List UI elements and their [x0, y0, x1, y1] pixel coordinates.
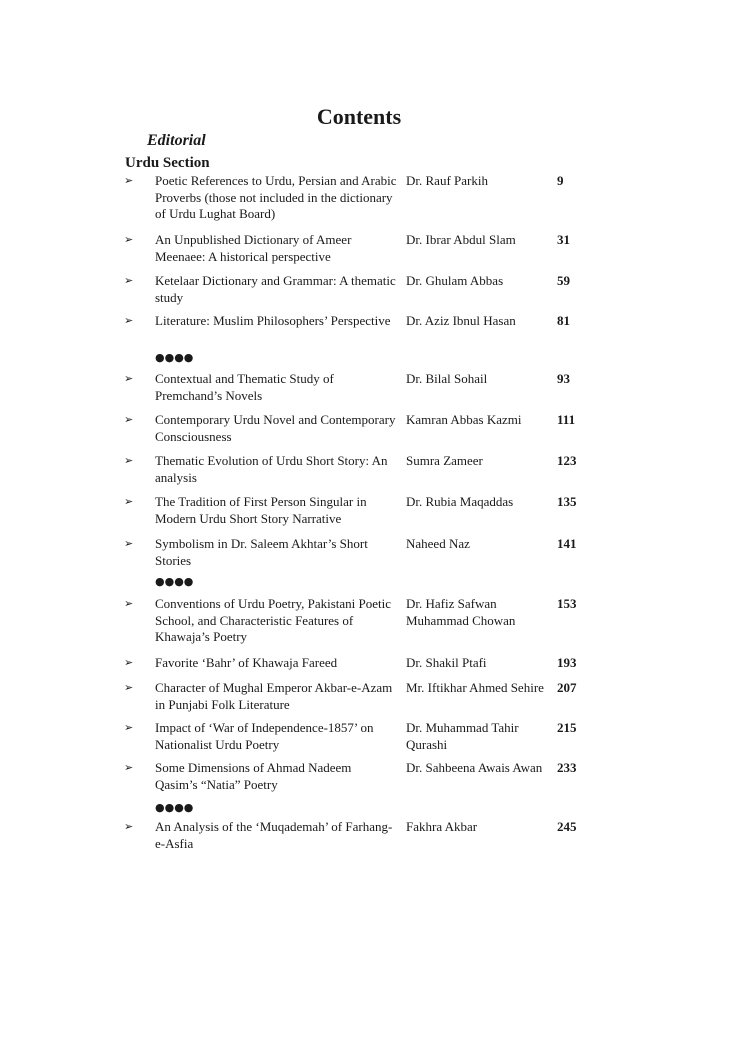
- entry-author: Kamran Abbas Kazmi: [406, 412, 522, 427]
- entry-title: Poetic References to Urdu, Persian and Arabic Proverbs (those not included in the dictionary of Urdu Lughat Board): [155, 173, 397, 221]
- entry-page: 9: [557, 173, 564, 188]
- entry-page: 215: [557, 720, 577, 735]
- entry-page: 193: [557, 655, 577, 670]
- entry-title: Ketelaar Dictionary and Grammar: A thematic study: [155, 273, 396, 305]
- entry-title: Some Dimensions of Ahmad Nadeem Qasim’s “Natia” Poetry: [155, 760, 352, 792]
- arrow-bullet-icon: ➢: [124, 656, 134, 669]
- entry-author: Dr. Muhammad Tahir Qurashi: [406, 720, 519, 752]
- arrow-bullet-icon: ➢: [124, 314, 134, 327]
- entry-author: Dr. Ibrar Abdul Slam: [406, 232, 516, 247]
- entry-author: Naheed Naz: [406, 536, 470, 551]
- entry-author: Mr. Iftikhar Ahmed Sehire: [406, 680, 544, 695]
- entry-author: Dr. Bilal Sohail: [406, 371, 488, 386]
- arrow-bullet-icon: ➢: [124, 597, 134, 610]
- entry-author: Dr. Rauf Parkih: [406, 173, 488, 188]
- entry-page: 31: [557, 232, 570, 247]
- arrow-bullet-icon: ➢: [124, 495, 134, 508]
- entry-page: 123: [557, 453, 577, 468]
- arrow-bullet-icon: ➢: [124, 413, 134, 426]
- entry-title: Conventions of Urdu Poetry, Pakistani Poetic School, and Characteristic Features of Khawaja’s Poetry: [155, 596, 392, 644]
- arrow-bullet-icon: ➢: [124, 454, 134, 467]
- entry-title: Character of Mughal Emperor Akbar-e-Azam in Punjabi Folk Literature: [155, 680, 393, 712]
- entry-title: Thematic Evolution of Urdu Short Story: An analysis: [155, 453, 388, 485]
- entry-author: Fakhra Akbar: [406, 819, 478, 834]
- arrow-bullet-icon: ➢: [124, 761, 134, 774]
- entry-author: Sumra Zameer: [406, 453, 483, 468]
- page-title: Contents: [316, 104, 402, 129]
- entry-author: Dr. Rubia Maqaddas: [406, 494, 514, 509]
- entry-page: 245: [557, 819, 577, 834]
- arrow-bullet-icon: ➢: [124, 820, 134, 833]
- entry-author: Dr. Aziz Ibnul Hasan: [406, 313, 516, 328]
- entry-page: 233: [557, 760, 577, 775]
- entry-page: 111: [557, 412, 576, 427]
- entry-title: An Analysis of the ‘Muqademah’ of Farhang-e-Asfia: [155, 819, 393, 851]
- entry-title: The Tradition of First Person Singular in Modern Urdu Short Story Narrative: [155, 494, 367, 526]
- arrow-bullet-icon: ➢: [124, 174, 134, 187]
- entry-title: An Unpublished Dictionary of Ameer Meenaee: A historical perspective: [155, 232, 352, 264]
- entry-page: 207: [557, 680, 577, 695]
- entry-author: Dr. Shakil Ptafi: [406, 655, 487, 670]
- entry-title: Favorite ‘Bahr’ of Khawaja Fareed: [155, 655, 338, 670]
- separator-dots: ●●●●: [155, 575, 194, 588]
- entry-author: Dr. Sahbeena Awais Awan: [406, 760, 543, 775]
- arrow-bullet-icon: ➢: [124, 274, 134, 287]
- entry-title: Contextual and Thematic Study of Premchand’s Novels: [155, 371, 334, 403]
- separator-dots: ●●●●: [155, 801, 194, 814]
- arrow-bullet-icon: ➢: [124, 233, 134, 246]
- entry-page: 135: [557, 494, 577, 509]
- entry-page: 81: [557, 313, 570, 328]
- entry-page: 59: [557, 273, 570, 288]
- entry-title: Literature: Muslim Philosophers’ Perspective: [155, 313, 391, 328]
- separator-dots: ●●●●: [155, 351, 194, 364]
- entry-title: Contemporary Urdu Novel and Contemporary Consciousness: [155, 412, 396, 444]
- editorial-heading: Editorial: [147, 132, 206, 149]
- entry-author: Dr. Hafiz Safwan Muhammad Chowan: [406, 596, 516, 628]
- entry-title: Impact of ‘War of Independence-1857’ on Nationalist Urdu Poetry: [155, 720, 374, 752]
- entry-page: 153: [557, 596, 577, 611]
- arrow-bullet-icon: ➢: [124, 681, 134, 694]
- entry-title: Symbolism in Dr. Saleem Akhtar’s Short Stories: [155, 536, 368, 568]
- section-heading: Urdu Section: [125, 155, 210, 171]
- arrow-bullet-icon: ➢: [124, 372, 134, 385]
- entry-page: 141: [557, 536, 577, 551]
- entry-author: Dr. Ghulam Abbas: [406, 273, 504, 288]
- arrow-bullet-icon: ➢: [124, 537, 134, 550]
- arrow-bullet-icon: ➢: [124, 721, 134, 734]
- entry-page: 93: [557, 371, 570, 386]
